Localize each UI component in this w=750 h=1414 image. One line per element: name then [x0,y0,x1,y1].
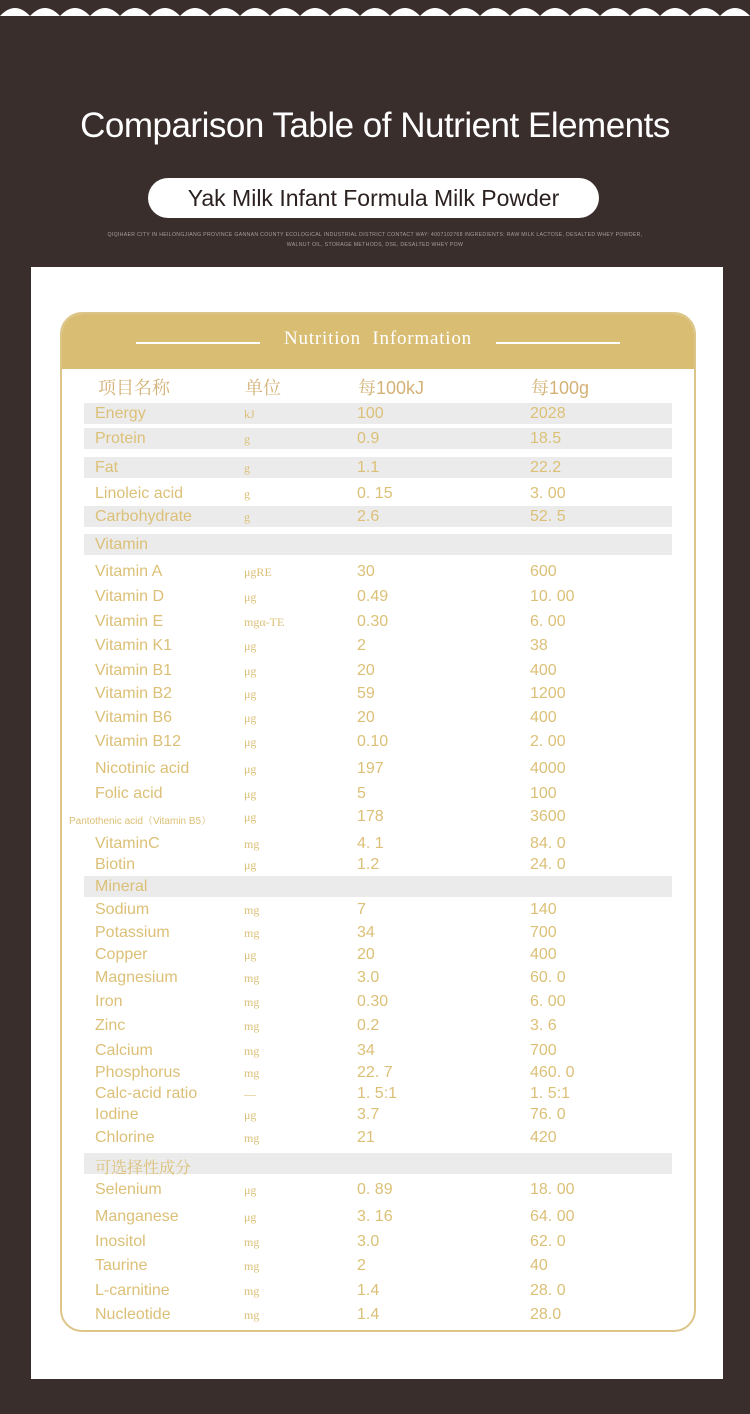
table-row [0,967,750,989]
fine-print: QIQIHAER CITY IN HEILONGJIANG PROVINCE GANNAN COUNTY ECOLOGICAL INDUSTRIAL DISTRICT CONTACT WAY: 4007102768 INGREDIENTS: RAW MILK LACTOSE, DESALTED WHEY POWDER, WALNUT OIL, STORAGE METHODS, DSE, DESALTED WHEY POW [107,232,643,248]
nutrient-name: VitaminC [95,835,160,852]
value-per-100kj: 0.30 [357,993,389,1010]
nutrient-name: Nucleotide [95,1306,171,1323]
value-per-100g: 24. 0 [530,856,566,873]
nutrient-name: Folic acid [95,785,163,802]
nutrient-name: L-carnitine [95,1282,170,1299]
nutrient-name: Manganese [95,1208,179,1225]
table-row [0,1153,750,1175]
column-header-per-100kj: 每100kJ [358,378,425,398]
table-row [0,1231,750,1253]
nutrient-name: Potassium [95,924,170,941]
nutrient-name: Carbohydrate [95,508,192,525]
table-row [0,899,750,921]
value-per-100g: 1200 [530,685,566,702]
nutrient-name: Energy [95,405,146,422]
nutrient-name: Copper [95,946,148,963]
row-band [84,876,672,897]
nutrient-unit: mg [244,1308,260,1322]
nutrient-unit: μg [244,858,257,872]
table-row [0,1206,750,1228]
column-header-unit: 单位 [245,378,281,398]
nutrient-name: Vitamin B6 [95,709,173,726]
value-per-100kj: 21 [357,1129,375,1146]
table-row [0,1280,750,1302]
table-row [0,660,750,682]
value-per-100g: 62. 0 [530,1233,566,1250]
nutrient-name: Selenium [95,1181,162,1198]
nutrient-name: 可选择性成分 [95,1160,192,1177]
nutrient-name: Biotin [95,856,136,873]
value-per-100kj: 1.1 [357,459,380,476]
value-per-100g: 18.5 [530,430,562,447]
value-per-100kj: 7 [357,901,366,918]
nutrient-unit: μg [244,639,257,653]
nutrient-name: Vitamin E [95,613,164,630]
value-per-100kj: 34 [357,1042,375,1059]
nutrient-unit: mg [244,1019,260,1033]
header-rule-right [496,342,620,344]
table-row [0,534,750,556]
nutrient-unit: g [244,432,250,446]
nutrient-name: Vitamin D [95,588,165,605]
value-per-100kj: 100 [357,405,384,422]
value-per-100g: 400 [530,946,557,963]
value-per-100g: 600 [530,563,557,580]
value-per-100g: 84. 0 [530,835,566,852]
nutrient-unit: mg [244,926,260,940]
nutrient-unit: mg [244,1235,260,1249]
nutrient-unit: mg [244,1284,260,1298]
value-per-100kj: 0.2 [357,1017,380,1034]
value-per-100kj: 3. 16 [357,1208,393,1225]
nutrient-unit: μg [244,687,257,701]
nutrient-unit: μg [244,810,257,824]
nutrient-name: Taurine [95,1257,148,1274]
nutrient-unit: mg [244,837,260,851]
value-per-100kj: 1. 5:1 [357,1085,398,1102]
value-per-100g: 3600 [530,808,566,825]
table-row [0,806,750,828]
nutrient-unit: mg [244,1131,260,1145]
table-row [0,506,750,528]
table-row [0,586,750,608]
value-per-100kj: 1.4 [357,1306,380,1323]
table-row [0,833,750,855]
nutrient-unit: μg [244,735,257,749]
value-per-100kj: 2 [357,637,366,654]
nutrient-name: Iodine [95,1106,139,1123]
value-per-100kj: 59 [357,685,375,702]
value-per-100kj: 30 [357,563,375,580]
nutrient-unit: μg [244,1183,257,1197]
nutrient-unit: mg [244,1044,260,1058]
value-per-100g: 460. 0 [530,1064,575,1081]
nutrient-unit: μg [244,1108,257,1122]
value-per-100g: 1. 5:1 [530,1085,571,1102]
nutrient-name: Vitamin B1 [95,662,173,679]
table-row [0,403,750,425]
nutrient-unit: mg [244,1259,260,1273]
product-name-badge: Yak Milk Infant Formula Milk Powder [148,178,599,218]
nutrient-unit: μg [244,1210,257,1224]
row-band [84,534,672,555]
table-row [0,683,750,705]
value-per-100kj: 3.0 [357,969,380,986]
value-per-100kj: 2 [357,1257,366,1274]
value-per-100kj: 0.30 [357,613,389,630]
value-per-100kj: 0.49 [357,588,389,605]
column-header-item: 项目名称 [98,378,170,398]
value-per-100g: 4000 [530,760,566,777]
value-per-100kj: 0.9 [357,430,380,447]
nutrient-unit: mg [244,995,260,1009]
nutrient-name: Zinc [95,1017,126,1034]
nutrient-name: Phosphorus [95,1064,181,1081]
value-per-100g: 100 [530,785,557,802]
value-per-100g: 38 [530,637,548,654]
value-per-100kj: 1.4 [357,1282,380,1299]
table-row [0,731,750,753]
nutrient-unit: — [244,1087,256,1101]
table-row [0,1040,750,1062]
value-per-100kj: 0. 15 [357,485,393,502]
value-per-100g: 400 [530,662,557,679]
nutrient-name: Sodium [95,901,150,918]
value-per-100g: 76. 0 [530,1106,566,1123]
nutrient-unit: μg [244,787,257,801]
nutrient-name: Vitamin B12 [95,733,181,750]
value-per-100g: 420 [530,1129,557,1146]
value-per-100g: 700 [530,924,557,941]
value-per-100g: 6. 00 [530,993,566,1010]
value-per-100g: 700 [530,1042,557,1059]
nutrient-unit: μg [244,664,257,678]
nutrient-unit: μg [244,711,257,725]
value-per-100g: 400 [530,709,557,726]
nutrient-name: Fat [95,459,119,476]
page-title: Comparison Table of Nutrient Elements [80,106,670,145]
nutrient-unit: kJ [244,407,255,421]
table-row [0,1179,750,1201]
table-row [0,1127,750,1149]
value-per-100kj: 197 [357,760,384,777]
value-per-100kj: 20 [357,946,375,963]
value-per-100g: 28.0 [530,1306,562,1323]
value-per-100g: 3. 6 [530,1017,557,1034]
nutrient-unit: mg [244,903,260,917]
table-row [0,428,750,450]
nutrient-name: Vitamin A [95,563,163,580]
value-per-100kj: 5 [357,785,366,802]
table-row [0,854,750,876]
table-row [0,1104,750,1126]
column-header-per-100g: 每100g [531,378,590,398]
nutrient-unit: g [244,510,250,524]
nutrient-name: Iron [95,993,123,1010]
value-per-100g: 22.2 [530,459,562,476]
scalloped-top-edge [0,0,750,16]
table-row [0,1083,750,1105]
nutrient-unit: mg [244,1066,260,1080]
table-row [0,611,750,633]
nutrient-unit: μg [244,590,257,604]
nutrient-name: Calcium [95,1042,153,1059]
table-row [0,1015,750,1037]
value-per-100g: 3. 00 [530,485,566,502]
value-per-100kj: 34 [357,924,375,941]
table-row [0,758,750,780]
table-row [0,483,750,505]
value-per-100kj: 178 [357,808,384,825]
nutrient-unit: μg [244,762,257,776]
value-per-100kj: 0.10 [357,733,389,750]
nutrient-name: Magnesium [95,969,178,986]
nutrient-name: Pantothenic acid（Vitamin B5） [69,816,212,827]
nutrient-name: Vitamin [95,536,149,553]
table-row [0,944,750,966]
nutrient-unit: mgα-TE [244,615,285,629]
value-per-100g: 18. 00 [530,1181,575,1198]
value-per-100kj: 1.2 [357,856,380,873]
header-rule-left [136,342,260,344]
table-row [0,561,750,583]
table-row [0,783,750,805]
table-row [0,1062,750,1084]
value-per-100g: 28. 0 [530,1282,566,1299]
value-per-100kj: 22. 7 [357,1064,393,1081]
nutrition-heading: Nutrition Information [284,328,472,349]
nutrient-unit: μg [244,948,257,962]
nutrient-unit: g [244,461,250,475]
nutrient-name: Protein [95,430,146,447]
value-per-100kj: 3.7 [357,1106,380,1123]
value-per-100g: 2028 [530,405,566,422]
value-per-100g: 52. 5 [530,508,566,525]
nutrient-unit: μgRE [244,565,272,579]
nutrient-name: Vitamin B2 [95,685,173,702]
value-per-100kj: 3.0 [357,1233,380,1250]
table-row [0,635,750,657]
nutrient-unit: g [244,487,250,501]
value-per-100kj: 2.6 [357,508,380,525]
nutrient-unit: mg [244,971,260,985]
nutrient-name: Inositol [95,1233,146,1250]
value-per-100g: 2. 00 [530,733,566,750]
value-per-100kj: 20 [357,662,375,679]
value-per-100g: 6. 00 [530,613,566,630]
nutrient-name: Calc-acid ratio [95,1085,198,1102]
table-row [0,876,750,898]
table-row [0,1304,750,1326]
nutrient-name: Linoleic acid [95,485,184,502]
table-row [0,707,750,729]
value-per-100g: 64. 00 [530,1208,575,1225]
table-row [0,457,750,479]
value-per-100kj: 0. 89 [357,1181,393,1198]
value-per-100g: 60. 0 [530,969,566,986]
table-row [0,991,750,1013]
value-per-100g: 140 [530,901,557,918]
nutrition-card-header [62,314,694,369]
table-row [0,1255,750,1277]
value-per-100kj: 20 [357,709,375,726]
value-per-100g: 40 [530,1257,548,1274]
nutrient-name: Mineral [95,878,148,895]
nutrient-name: Nicotinic acid [95,760,190,777]
value-per-100g: 10. 00 [530,588,575,605]
nutrient-name: Chlorine [95,1129,155,1146]
table-row [0,922,750,944]
value-per-100kj: 4. 1 [357,835,384,852]
nutrient-name: Vitamin K1 [95,637,173,654]
